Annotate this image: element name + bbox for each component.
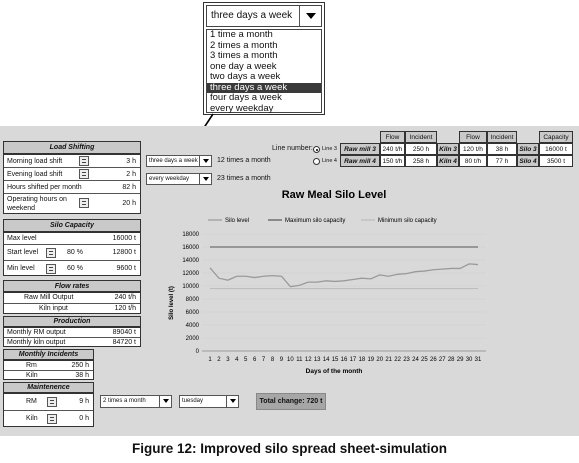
x-tick-label: 8	[270, 357, 275, 363]
kiln-maintenance-value: 0 h	[79, 415, 89, 422]
max-level-label: Max level	[7, 235, 37, 242]
option-two-days-week[interactable]: two days a week	[210, 71, 281, 82]
chart-legend	[208, 218, 437, 224]
x-axis-label: Days of the month	[305, 368, 363, 375]
option-3-times-month[interactable]: 3 times a month	[210, 50, 278, 61]
x-tick-label: 31	[474, 357, 482, 363]
raw-mill-3-label: Raw mill 3	[340, 143, 380, 155]
option-three-days-week[interactable]: three days a week	[207, 83, 321, 94]
table-row	[4, 261, 140, 277]
x-tick-label: 4	[235, 357, 239, 363]
frequency-select-value: three days a week	[211, 10, 293, 21]
weekend-hours-stepper[interactable]	[79, 198, 89, 208]
evening-frequency-result: 23 times a month	[217, 175, 271, 182]
series-line-1	[210, 264, 478, 287]
x-tick-label: 5	[244, 357, 248, 363]
kiln-4-label: Kiln 4	[437, 155, 459, 167]
x-tick-label: 24	[412, 357, 419, 363]
rm-incident-label: Rm	[26, 362, 37, 369]
x-tick-label: 13	[313, 357, 321, 363]
hours-shifted-label: Hours shifted per month	[7, 184, 82, 191]
dropdown-popup	[203, 2, 325, 115]
table-row	[4, 155, 140, 168]
x-axis-ticks	[208, 357, 482, 363]
option-every-weekday[interactable]: every weekday	[210, 102, 274, 114]
start-level-pct: 80 %	[67, 249, 83, 256]
production-table	[3, 327, 141, 347]
silo-4-capacity: 3500 t	[539, 155, 573, 167]
kiln-maintenance-stepper[interactable]	[47, 414, 57, 424]
y-tick-label: 10000	[182, 284, 199, 290]
silo-3-label: Silo 3	[517, 143, 539, 155]
x-tick-label: 25	[421, 357, 428, 363]
table-row	[4, 181, 140, 194]
monthly-rm-output-label: Monthly RM output	[7, 329, 66, 336]
morning-frequency-result: 12 times a month	[217, 157, 271, 164]
morning-frequency-value: three days a week	[149, 158, 198, 164]
option-1-time-month[interactable]: 1 time a month	[210, 29, 273, 40]
y-tick-label: 4000	[185, 323, 199, 329]
kiln-incident-label: Kiln	[26, 372, 38, 379]
frequency-select[interactable]	[206, 5, 322, 27]
legend-label-3: Minimum silo capacity	[378, 218, 437, 224]
x-tick-label: 30	[465, 357, 473, 363]
table-row	[4, 245, 140, 261]
monthly-kiln-output-label: Monthly kiln output	[7, 339, 66, 346]
x-tick-label: 27	[438, 357, 446, 363]
rm-maintenance-label: RM	[26, 398, 37, 405]
chevron-down-icon[interactable]	[226, 396, 238, 407]
kiln-flow-header: Flow	[459, 131, 487, 143]
y-tick-label: 14000	[182, 258, 199, 264]
x-tick-label: 22	[394, 357, 401, 363]
rm-maintenance-stepper[interactable]	[47, 397, 57, 407]
rm-maintenance-value: 9 h	[79, 398, 89, 405]
table-row	[4, 361, 93, 371]
y-axis-ticks	[182, 232, 199, 355]
raw-mill-4-label: Raw mill 4	[340, 155, 380, 167]
line-3-label: Line 3	[322, 146, 337, 152]
option-2-times-month[interactable]: 2 times a month	[210, 39, 278, 51]
kiln-incident-value: 38 h	[75, 372, 89, 379]
y-tick-label: 6000	[185, 310, 199, 316]
min-level-label: Min level	[7, 265, 35, 272]
evening-load-shift-label: Evening load shift	[7, 171, 63, 178]
start-level-label: Start level	[7, 249, 39, 256]
x-tick-label: 6	[252, 357, 257, 363]
x-tick-label: 18	[358, 357, 366, 363]
flow-header: Flow	[380, 131, 405, 143]
table-row	[4, 411, 93, 428]
raw-mill-output-label: Raw Mill Output	[24, 294, 74, 301]
max-level-value: 16000 t	[112, 235, 136, 242]
x-tick-label: 16	[340, 357, 348, 363]
x-tick-label: 23	[403, 357, 410, 363]
raw-mill-4-incident: 258 h	[405, 155, 437, 167]
flow-rates-table	[3, 292, 141, 314]
silo-level-chart	[146, 155, 491, 377]
kiln-3-label: Kiln 3	[437, 143, 459, 155]
incident-header: Incident	[405, 131, 437, 143]
kiln-3-incident: 38 h	[487, 143, 517, 155]
monthly-incidents-header: Monthly Incidents	[3, 349, 94, 360]
maintenance-frequency-dropdown[interactable]	[100, 395, 172, 408]
y-tick-label: 0	[195, 349, 199, 355]
min-level-pct: 60 %	[67, 265, 83, 272]
x-tick-label: 7	[261, 357, 266, 363]
y-tick-label: 18000	[182, 232, 199, 238]
x-tick-label: 29	[456, 357, 464, 363]
option-one-day-week[interactable]: one day a week	[210, 60, 277, 72]
x-tick-label: 1	[208, 357, 212, 363]
min-level-stepper[interactable]	[46, 264, 56, 274]
maintenance-day-dropdown[interactable]	[179, 395, 239, 408]
capacity-header: Capacity	[539, 131, 573, 143]
total-change-display: Total change: 720 t	[256, 393, 326, 410]
min-level-value: 9600 t	[116, 265, 136, 272]
table-row	[4, 394, 93, 411]
table-row	[4, 293, 140, 304]
y-tick-label: 2000	[185, 336, 199, 342]
kiln-4-incident: 77 h	[487, 155, 517, 167]
silo-capacity-table	[3, 232, 141, 276]
production-header: Production	[3, 316, 141, 327]
x-tick-label: 26	[429, 357, 437, 363]
kiln-incident-header: Incident	[487, 131, 517, 143]
hours-shifted-value: 82 h	[122, 184, 136, 191]
x-tick-label: 2	[217, 357, 221, 363]
legend-label-1: Silo level	[225, 218, 250, 224]
morning-shift-stepper[interactable]	[79, 156, 89, 166]
y-tick-label: 16000	[182, 245, 199, 251]
silo-3-capacity: 16000 t	[539, 143, 573, 155]
x-tick-label: 28	[447, 357, 455, 363]
x-tick-label: 10	[287, 357, 294, 363]
monthly-kiln-output-value: 84720 t	[112, 339, 136, 346]
monthly-rm-output-value: 89040 t	[112, 329, 136, 336]
load-shifting-table	[3, 154, 141, 214]
line-3-radio[interactable]	[313, 146, 320, 153]
raw-mill-output-value: 240 t/h	[114, 294, 136, 301]
silo-capacity-header: Silo Capacity	[3, 219, 141, 232]
weekend-hours-value: 20 h	[122, 200, 136, 207]
x-tick-label: 15	[331, 357, 339, 363]
silo-4-label: Silo 4	[517, 155, 539, 167]
kiln-input-label: Kiln input	[39, 305, 68, 312]
morning-load-shift-value: 3 h	[126, 158, 136, 165]
flow-rates-header: Flow rates	[3, 280, 141, 292]
kiln-input-value: 120 t/h	[114, 305, 136, 312]
line-4-label: Line 4	[322, 158, 337, 164]
x-tick-label: 17	[349, 357, 357, 363]
weekend-hours-label: Operating hours on weekend	[7, 196, 67, 212]
rm-incident-value: 250 h	[71, 362, 89, 369]
chevron-down-icon[interactable]	[299, 6, 321, 26]
raw-mill-3-incident: 250 h	[405, 143, 437, 155]
kiln-3-flow: 120 t/h	[459, 143, 487, 155]
x-tick-label: 21	[385, 357, 393, 363]
evening-load-shift-value: 2 h	[126, 171, 136, 178]
option-four-days-week[interactable]: four days a week	[210, 92, 282, 103]
y-tick-label: 8000	[185, 297, 199, 303]
start-level-value: 12800 t	[112, 249, 136, 256]
table-row	[4, 194, 140, 214]
x-tick-label: 12	[304, 357, 312, 363]
chart-title: Raw Meal Silo Level	[281, 189, 387, 201]
figure-caption: Figure 12: Improved silo spread sheet-simulation	[131, 441, 448, 456]
monthly-incidents-table	[3, 360, 94, 380]
raw-mill-3-flow: 240 t/h	[380, 143, 405, 155]
kiln-maintenance-label: Kiln	[26, 415, 38, 422]
line-number-label: Line number:	[272, 145, 313, 152]
x-tick-label: 19	[367, 357, 375, 363]
x-tick-label: 11	[296, 357, 303, 363]
x-tick-label: 9	[279, 357, 284, 363]
maintenance-table	[3, 393, 94, 427]
evening-shift-stepper[interactable]	[79, 169, 89, 179]
start-level-stepper[interactable]	[46, 248, 56, 258]
table-row	[4, 338, 140, 348]
table-row	[4, 304, 140, 315]
table-row	[4, 371, 93, 381]
chart-grid	[202, 234, 486, 351]
chevron-down-icon[interactable]	[159, 396, 171, 407]
table-row	[4, 168, 140, 181]
legend-label-2: Maximum silo capacity	[285, 218, 346, 224]
morning-load-shift-label: Morning load shift	[7, 158, 63, 165]
table-row	[4, 328, 140, 338]
x-tick-label: 3	[226, 357, 230, 363]
x-tick-label: 14	[322, 357, 330, 363]
maintenance-day-value: tuesday	[182, 398, 204, 404]
frequency-options-list	[206, 29, 322, 113]
y-tick-label: 12000	[182, 271, 199, 277]
kiln-4-flow: 80 t/h	[459, 155, 487, 167]
table-row	[4, 233, 140, 245]
load-shifting-header: Load Shifting	[3, 141, 141, 154]
x-tick-label: 20	[376, 357, 384, 363]
y-axis-label: Silo level (t)	[169, 286, 175, 320]
maintenance-frequency-value: 2 times a month	[103, 398, 146, 404]
evening-frequency-value: every weekday	[149, 176, 190, 182]
maintenance-header: Maintenence	[3, 382, 94, 393]
raw-mill-4-flow: 150 t/h	[380, 155, 405, 167]
chart-series	[210, 247, 478, 289]
